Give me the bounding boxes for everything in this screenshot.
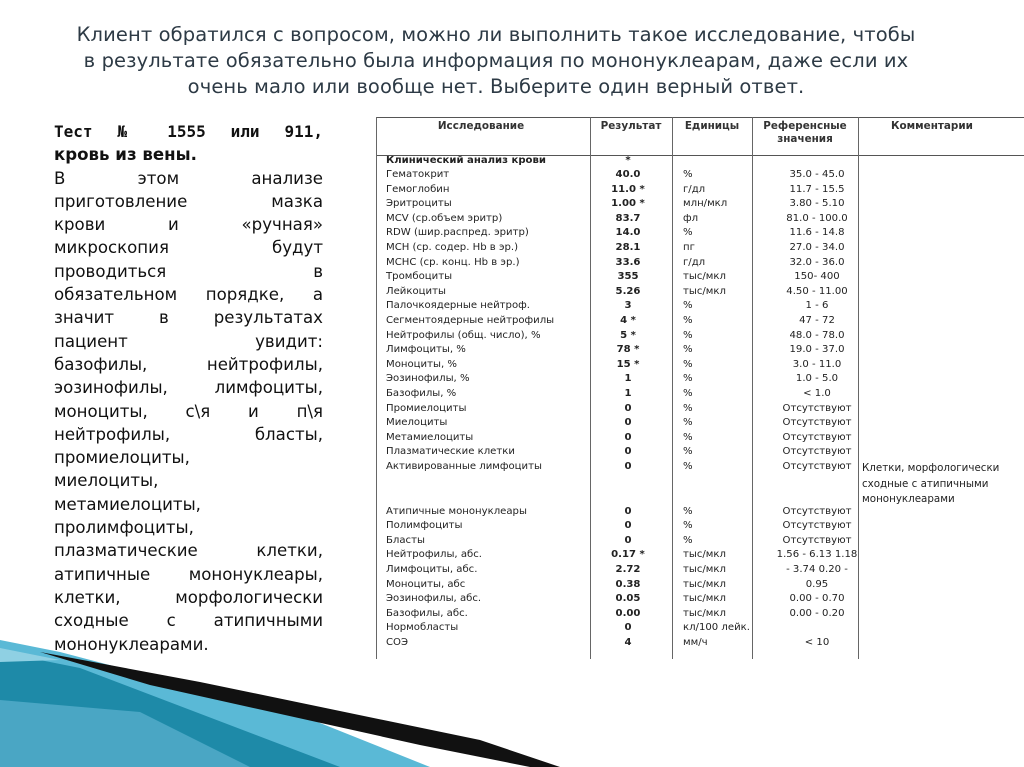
cell-units: % [683,402,693,414]
cell-reference: 4.50 - 11.00 [786,285,848,297]
answer-line: клетки, морфологически [54,587,323,607]
answer-line: В этом анализе [54,168,323,188]
cell-reference: 47 - 72 [799,315,835,326]
table-row [376,270,856,285]
cell-result: 15 * [616,358,640,370]
cell-result: 40.0 [615,169,641,180]
cell-study: Нормобласты [386,622,459,634]
table-row [376,402,856,417]
table-row [376,226,856,241]
cell-study: Базофилы, абс. [386,607,468,619]
cell-units: % [683,388,693,399]
cell-reference: < 10 [804,637,830,648]
cell-reference: Отсутствуют [782,446,852,458]
cell-reference: Отсутствуют [782,520,852,532]
cell-reference: 1.0 - 5.0 [795,373,839,385]
table-row [376,636,856,651]
answer-line: обязательном порядке, а [54,285,323,305]
cell-units: г/дл [683,256,706,268]
cell-study: Атипичные мононуклеары [386,505,527,517]
table-row [376,285,856,300]
cell-study: Гемоглобин [386,183,450,195]
column-header-reference: Референсные значения [763,120,847,145]
cell-study: MCV (ср.объем эритр) [386,212,503,224]
answer-line: плазматические клетки, [54,541,323,561]
answer-line: значит в результатах [54,308,323,328]
cell-study: RDW (шир.распред. эритр) [386,227,529,239]
cell-reference: Отсутствуют [782,417,852,429]
cell-reference: - 3.74 0.20 - [786,564,848,575]
table-row [376,621,856,636]
cell-result: 0 [624,461,632,472]
table-row [376,358,856,373]
cell-study: Сегментоядерные нейтрофилы [386,315,555,326]
cell-units: тыс/мкл [683,285,726,297]
cell-units: г/дл [683,183,706,195]
answer-text [54,120,323,656]
cell-result: 0 [624,622,632,634]
cell-study: Нейтрофилы (общ. число), % [386,329,541,341]
cell-reference: 0.00 - 0.70 [789,593,845,605]
cell-study: Лимфоциты, % [386,344,466,356]
cell-units: % [683,461,693,472]
table-row [376,416,856,431]
cell-reference: Отсутствуют [782,461,852,472]
cell-study: Нейтрофилы, абс. [386,549,483,561]
table-row [376,431,856,446]
cell-units: тыс/мкл [683,607,726,619]
table-row [376,578,856,593]
answer-line: пациент увидит: [54,331,323,351]
cell-reference: Отсутствуют [782,534,852,546]
cell-reference: Отсутствуют [782,431,852,443]
cell-units: тыс/мкл [683,564,726,575]
cell-result: 11.0 * [611,183,645,195]
cell-result: 0 [624,505,632,517]
table-row [376,387,856,402]
cell-units: млн/мкл [683,198,728,210]
cell-units: % [683,300,693,312]
cell-units: % [683,373,693,385]
cell-study: Плазматические клетки [386,446,515,458]
cell-study: Моноциты, абс [386,578,466,590]
cell-study: Моноциты, % [386,358,457,370]
cell-reference: 150- 400 [794,271,840,283]
cell-units: % [683,534,693,546]
question-line: в результате обязательно была информация по мононуклеарам, даже если их [83,49,909,72]
cell-result: 0 [624,402,632,414]
cell-result: 14.0 [615,227,641,239]
cell-units: мм/ч [683,637,708,648]
cell-units: пг [683,242,695,253]
cell-reference: 11.7 - 15.5 [789,183,845,195]
cell-study: Эозинофилы, абс. [386,593,482,605]
cell-reference: 1 - 6 [805,300,829,312]
column-header-comments: Комментарии [891,120,973,132]
cell-study: Бласты [386,534,425,546]
cell-study: Базофилы, % [386,388,457,399]
cell-study: Лейкоциты [386,285,446,297]
cell-units: % [683,329,693,341]
cell-units: кл/100 лейк. [683,622,750,634]
cell-units: % [683,431,693,443]
table-row [376,372,856,387]
cell-reference: 0.95 [805,578,829,590]
question-line: Клиент обратился с вопросом, можно ли выполнить такое исследование, чтобы [76,23,916,46]
cell-study: Метамиелоциты [386,431,474,443]
cell-units: % [683,417,693,429]
cell-result: 0 [624,417,632,429]
cell-units: тыс/мкл [683,549,726,561]
cell-study: Гематокрит [386,169,450,180]
question-line: очень мало или вообще нет. Выберите один верный ответ. [187,75,805,98]
table-row [376,343,856,358]
cell-study: СОЭ [386,637,409,648]
table-row [376,563,856,578]
cell-units: % [683,358,693,370]
cell-reference: 11.6 - 14.8 [789,227,845,239]
table-border [376,117,1024,118]
cell-units: % [683,169,693,180]
table-row [376,183,856,198]
cell-study: МСНС (ср. конц. Hb в эр.) [386,256,520,268]
table-row [376,519,856,534]
cell-result: 0 [624,431,632,443]
section-mark: * [625,155,631,166]
answer-line: миелоциты, [54,471,159,491]
cell-result: 0.05 [615,593,641,605]
table-row [376,168,856,183]
table-row [376,607,856,622]
cell-units: % [683,315,693,326]
table-row [376,460,856,475]
answer-line: моноциты, с\я и п\я [54,401,323,421]
cell-reference: 27.0 - 34.0 [789,242,845,253]
cell-reference: 32.0 - 36.0 [789,256,845,268]
cell-result: 1.00 * [611,198,645,210]
answer-line: эозинофилы, лимфоциты, [54,378,323,398]
cell-result: 0.17 * [611,549,645,561]
cell-result: 4 * [620,315,636,326]
cell-study: Миелоциты [386,417,448,429]
cell-result: 1 [624,373,632,385]
cell-study: Полимфоциты [386,520,463,532]
cell-study: Тромбоциты [386,271,453,283]
cell-result: 4 [624,637,632,648]
cell-study: Лимфоциты, абс. [386,564,478,575]
cell-result: 28.1 [615,242,641,253]
answer-line: метамиелоциты, [54,494,201,514]
cell-study: Активированные лимфоциты [386,461,542,472]
column-header-units: Единицы [684,120,740,132]
section-row [376,154,856,169]
column-header-result: Результат [600,120,662,132]
cell-reference: 81.0 - 100.0 [786,212,848,224]
answer-line: крови и «ручная» [54,215,323,235]
cell-reference: 19.0 - 37.0 [789,344,845,356]
cell-units: фл [683,212,699,224]
cell-result: 0 [624,520,632,532]
cell-reference: Отсутствуют [782,505,852,517]
answer-line: промиелоциты, [54,448,190,468]
cell-study: Промиелоциты [386,402,467,414]
answer-line: пролимфоциты, [54,518,194,538]
table-row [376,534,856,549]
cell-units: тыс/мкл [683,593,726,605]
cell-reference: < 1.0 [803,388,831,399]
cell-study: МСН (ср. содер. Hb в эр.) [386,242,519,253]
cell-result: 0.00 [615,607,641,619]
answer-heading: кровь из вены. [54,145,197,165]
cell-reference: 35.0 - 45.0 [789,169,845,180]
answer-line: микроскопия будут [54,238,323,258]
cell-result: 83.7 [615,212,641,224]
cell-result: 3 [624,300,632,312]
cell-result: 0 [624,534,632,546]
cell-units: % [683,344,693,356]
cell-units: тыс/мкл [683,271,726,283]
cell-study: Палочкоядерные нейтроф. [386,300,530,312]
table-row [376,212,856,227]
question-title [20,22,972,100]
table-row [376,592,856,607]
cell-result: 355 [617,271,639,283]
answer-line: базофилы, нейтрофилы, [54,354,323,374]
cell-study: Эритроциты [386,198,452,210]
answer-line: мононуклеарами. [54,634,209,654]
cell-result: 0 [624,446,632,458]
cell-units: % [683,520,693,532]
table-row [376,445,856,460]
cell-reference: 1.56 - 6.13 1.18 [776,549,858,561]
comment-cell: Клетки, морфологически сходные с атипичными мононуклеарами [862,462,1000,505]
lab-results-table [376,111,1024,659]
table-row [376,548,856,563]
cell-units: тыс/мкл [683,578,726,590]
cell-units: % [683,446,693,458]
answer-line: приготовление мазка [54,191,323,211]
cell-reference: Отсутствуют [782,402,852,414]
cell-result: 5.26 [615,285,641,297]
column-header-study: Исследование [437,120,525,132]
table-row [376,505,856,520]
table-row [376,241,856,256]
answer-line: сходные с атипичными [54,611,323,631]
cell-result: 78 * [616,344,640,356]
table-row [376,329,856,344]
cell-units: % [683,505,693,517]
cell-reference: 3.80 - 5.10 [789,198,845,210]
cell-reference: 0.00 - 0.20 [789,607,845,619]
answer-heading: Тест № 1555 или 911, [54,122,323,141]
cell-result: 1 [624,388,632,399]
table-row [376,256,856,271]
answer-line: проводиться в [54,261,323,281]
table-row [376,299,856,314]
cell-reference: 3.0 - 11.0 [792,358,842,370]
table-row [376,314,856,329]
answer-line: атипичные мононуклеары, [54,564,323,584]
cell-study: Эозинофилы, % [386,373,470,385]
cell-result: 5 * [620,329,636,341]
answer-line: нейтрофилы, бласты, [54,424,323,444]
cell-result: 0.38 [615,578,641,590]
section-title: Клинический анализ крови [386,155,546,166]
cell-reference: 48.0 - 78.0 [789,329,845,341]
cell-result: 2.72 [615,564,641,575]
cell-result: 33.6 [615,256,641,268]
cell-units: % [683,227,693,239]
table-row [376,197,856,212]
